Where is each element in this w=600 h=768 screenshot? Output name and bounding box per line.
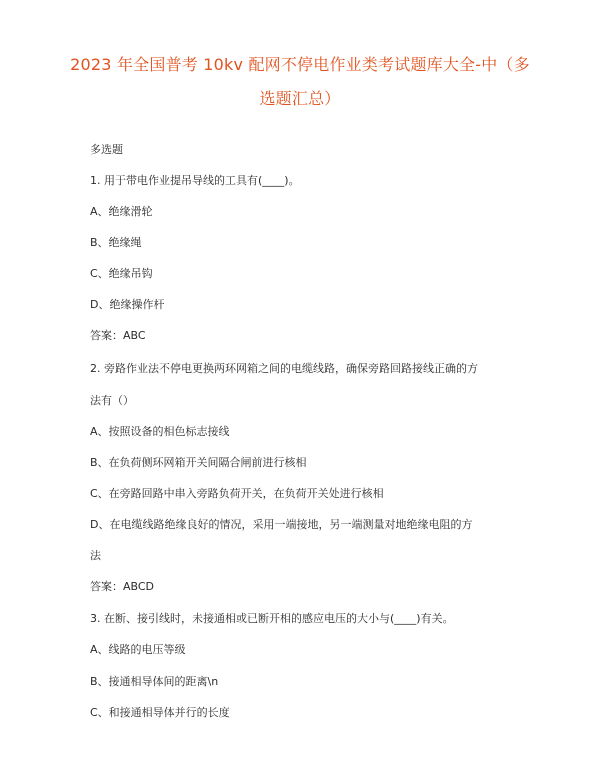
question-2-option-d-line-2: 法: [90, 549, 101, 562]
question-1-option-c: C、绝缘吊钩: [90, 267, 153, 280]
question-2-option-a: A、按照设备的相色标志接线: [90, 425, 230, 438]
question-1-stem: 1. 用于带电作业提吊导线的工具有(____)。: [90, 174, 300, 187]
section-label: 多选题: [90, 143, 123, 156]
question-1-answer: 答案：ABC: [90, 329, 146, 342]
document-title-line-2: 选题汇总）: [259, 89, 341, 108]
question-1-option-b: B、绝缘绳: [90, 236, 142, 249]
document-title-line-1: 2023 年全国普考 10kv 配网不停电作业类考试题库大全-中（多: [70, 55, 530, 74]
question-2-option-d-line-1: D、在电缆线路绝缘良好的情况，采用一端接地，另一端测量对地绝缘电阻的方: [90, 518, 473, 531]
question-3-option-c: C、和接通相导体并行的长度: [90, 706, 230, 719]
question-2-answer: 答案：ABCD: [90, 580, 155, 593]
question-2-option-b: B、在负荷侧环网箱开关间隔合闸前进行核相: [90, 456, 307, 469]
question-2-stem-line-2: 法有（）: [90, 394, 134, 407]
question-1-option-d: D、绝缘操作杆: [90, 298, 165, 311]
question-1-option-a: A、绝缘滑轮: [90, 205, 153, 218]
question-3-stem: 3. 在断、接引线时，未接通相或已断开相的感应电压的大小与(____)有关。: [90, 612, 454, 625]
question-2-option-c: C、在旁路回路中串入旁路负荷开关，在负荷开关处进行核相: [90, 487, 384, 500]
question-2-stem-line-1: 2. 旁路作业法不停电更换两环网箱之间的电缆线路，确保旁路回路接线正确的方: [90, 362, 478, 375]
question-3-option-a: A、线路的电压等级: [90, 643, 186, 656]
question-3-option-b: B、接通相导体间的距离\n: [90, 675, 219, 688]
